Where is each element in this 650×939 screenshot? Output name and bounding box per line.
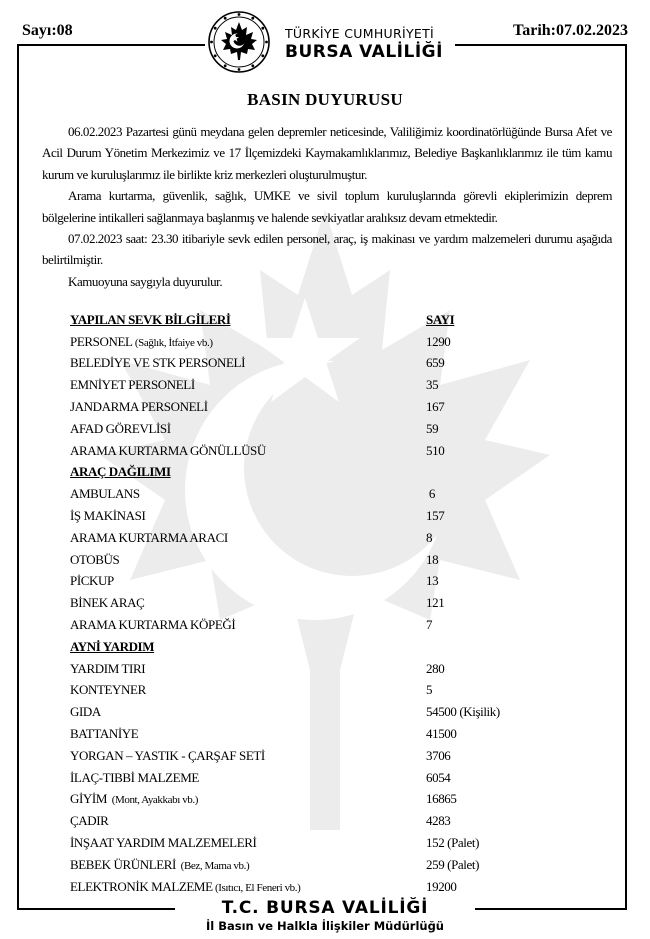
- item-count: 3706: [426, 747, 451, 763]
- item-count: 259 (Palet): [426, 856, 480, 872]
- item-name: KONTEYNER: [70, 682, 146, 698]
- item-count: 4283: [426, 813, 451, 829]
- section-header: [70, 309, 590, 331]
- list-item: [70, 374, 590, 396]
- document-title: BASIN DUYURUSU: [247, 90, 403, 109]
- paragraph: Arama kurtarma, güvenlik, sağlık, UMKE ve sivil toplum kuruluşlarında görevli ekiplerimizin deprem bölgelerine intikalleri sağlanmaya başlanmış ve halende sevkiyatlar aralıksız devam etmektedir.: [42, 188, 612, 225]
- paragraph: 07.02.2023 saat: 23.30 itibariyle sevk edilen personel, araç, iş makinası ve yardım malzemeleri durumu aşağıda belirtilmiştir.: [42, 231, 612, 268]
- document-date: Tarih:07.02.2023: [513, 22, 628, 39]
- item-count: 121: [426, 595, 445, 611]
- item-label: [70, 552, 426, 568]
- item-label: [70, 617, 426, 633]
- paragraph: 06.02.2023 Pazartesi günü meydana gelen depremler neticesinde, Valiliğimiz koordinatörlüğünde Bursa Afet ve Acil Durum Yönetim Merkezimiz ve 17 İlçemizdeki Kaymakamlıklarımız, Belediye Başkanlıklarımız ile tüm kamu kurum ve kuruluşlarımız ile birlikte kriz merkezleri oluşturulmuştur.: [42, 124, 612, 182]
- dispatch-list: [70, 309, 590, 898]
- item-label: [70, 704, 426, 720]
- section-heading: AYNİ YARDIM: [70, 638, 155, 654]
- item-name: EMNİYET PERSONELİ: [70, 377, 195, 393]
- item-name: BİNEK ARAÇ: [70, 595, 145, 611]
- list-item: [70, 527, 590, 549]
- item-name: GİYİM: [70, 791, 107, 807]
- item-label: [70, 573, 426, 589]
- item-name: OTOBÜS: [70, 551, 120, 567]
- footer-department: İl Basın ve Halkla İlişkiler Müdürlüğü: [206, 919, 444, 933]
- item-label: [70, 791, 426, 807]
- item-count: 19200: [426, 878, 457, 894]
- item-name: İLAÇ-TIBBİ MALZEME: [70, 769, 199, 785]
- item-label: [70, 748, 426, 764]
- item-note: (Mont, Ayakkabı vb.): [107, 794, 199, 807]
- item-count: 16865: [426, 791, 457, 807]
- item-name: ELEKTRONİK MALZEME: [70, 878, 213, 894]
- item-note: (Bez, Mama vb.): [175, 859, 250, 872]
- list-item: [70, 483, 590, 505]
- item-count: 1290: [426, 333, 451, 349]
- item-count: 6: [426, 486, 435, 502]
- item-label: [70, 595, 426, 611]
- list-item: [70, 331, 590, 353]
- list-item: [70, 789, 590, 811]
- section-value-heading: SAYI: [426, 311, 455, 327]
- item-name: ARAMA KURTARMA KÖPEĞİ: [70, 617, 236, 633]
- item-count: 5: [426, 682, 433, 698]
- item-count: 152 (Palet): [426, 835, 480, 851]
- item-label: [70, 377, 426, 393]
- list-item: [70, 810, 590, 832]
- item-name: BELEDİYE VE STK PERSONELİ: [70, 355, 246, 371]
- item-note: (Sağlık, İtfaiye vb.): [132, 336, 213, 349]
- item-label: [70, 770, 426, 786]
- item-count: 510: [426, 442, 445, 458]
- list-item: [70, 396, 590, 418]
- footer: [175, 898, 475, 934]
- item-label: [70, 399, 426, 415]
- item-label: [70, 813, 426, 829]
- item-count: 13: [426, 573, 439, 589]
- item-name: İŞ MAKİNASI: [70, 508, 146, 524]
- list-item: [70, 701, 590, 723]
- list-item: [70, 658, 590, 680]
- footer-institution: T.C. BURSA VALİLİĞİ: [221, 898, 429, 918]
- item-count: 59: [426, 420, 439, 436]
- item-count: 167: [426, 399, 445, 415]
- item-name: GIDA: [70, 704, 101, 720]
- item-name: BATTANİYE: [70, 726, 139, 742]
- list-item: [70, 353, 590, 375]
- item-name: AMBULANS: [70, 486, 140, 502]
- section-header: [70, 636, 590, 658]
- paragraph: Kamuoyuna saygıyla duyurulur.: [68, 273, 223, 289]
- governorship-logo: [205, 8, 455, 70]
- item-name: ARAMA KURTARMA ARACI: [70, 529, 228, 545]
- announcement-body: [42, 121, 612, 292]
- government-name: TÜRKİYE CUMHURİYETİ: [285, 26, 434, 41]
- item-count: 18: [426, 551, 439, 567]
- item-name: PERSONEL: [70, 333, 133, 349]
- item-label: [70, 421, 426, 437]
- item-name: YORGAN – YASTIK - ÇARŞAF SETİ: [70, 747, 265, 763]
- item-label: [70, 486, 426, 502]
- item-count: 157: [426, 508, 445, 524]
- list-item: [70, 549, 590, 571]
- item-label: [70, 334, 426, 350]
- item-name: ARAMA KURTARMA GÖNÜLLÜSÜ: [70, 442, 266, 458]
- item-label: [70, 508, 426, 524]
- document-number: Sayı:08: [22, 22, 73, 39]
- item-name: BEBEK ÜRÜNLERİ: [70, 856, 176, 872]
- list-item: [70, 418, 590, 440]
- item-name: AFAD GÖREVLİSİ: [70, 420, 171, 436]
- item-count: 659: [426, 355, 445, 371]
- item-name: YARDIM TIRI: [70, 660, 146, 676]
- item-name: ÇADIR: [70, 813, 109, 829]
- item-label: [70, 355, 426, 371]
- item-name: PİCKUP: [70, 573, 114, 589]
- item-label: [70, 726, 426, 742]
- item-count: 35: [426, 377, 439, 393]
- list-item: [70, 832, 590, 854]
- item-count: 280: [426, 660, 445, 676]
- section-heading: YAPILAN SEVK BİLGİLERİ: [70, 311, 231, 327]
- governorship-seal-icon: [207, 10, 271, 74]
- item-label: [70, 682, 426, 698]
- list-item: [70, 592, 590, 614]
- list-item: [70, 876, 590, 898]
- item-note: (Isıtıcı, El Feneri vb.): [212, 881, 301, 894]
- item-label: [70, 530, 426, 546]
- list-item: [70, 767, 590, 789]
- list-item: [70, 745, 590, 767]
- list-item: [70, 854, 590, 876]
- section-header: [70, 462, 590, 484]
- item-label: [70, 661, 426, 677]
- item-name: İNŞAAT YARDIM MALZEMELERİ: [70, 835, 257, 851]
- item-name: JANDARMA PERSONELİ: [70, 399, 208, 415]
- item-count: 41500: [426, 726, 457, 742]
- section-heading: ARAÇ DAĞILIMI: [70, 464, 171, 480]
- list-item: [70, 680, 590, 702]
- item-count: 6054: [426, 769, 451, 785]
- list-item: [70, 723, 590, 745]
- item-count: 7: [426, 617, 433, 633]
- item-label: [70, 443, 426, 459]
- governorship-name: BURSA VALİLİĞİ: [285, 42, 443, 62]
- item-label: [70, 879, 426, 895]
- list-item: [70, 440, 590, 462]
- list-item: [70, 614, 590, 636]
- item-count: 8: [426, 529, 433, 545]
- item-count: 54500 (Kişilik): [426, 704, 500, 720]
- item-label: [70, 857, 426, 873]
- item-label: [70, 835, 426, 851]
- list-item: [70, 571, 590, 593]
- list-item: [70, 505, 590, 527]
